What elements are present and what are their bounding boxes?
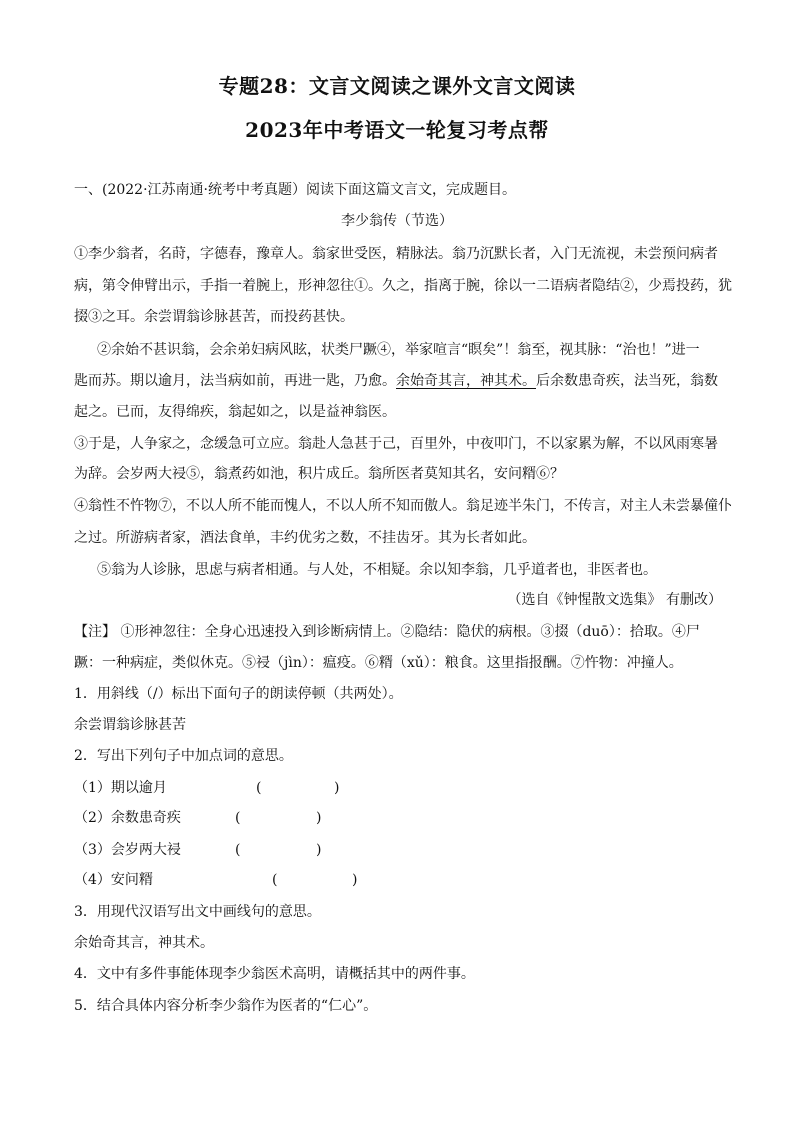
question-2-item-1: （1）期以逾月: [74, 780, 167, 796]
paragraph-3-line-2: 为辞。会岁两大祲⑤，翁煮药如池，积片成丘。翁所医者莫知其名，安问糈⑥？: [74, 466, 564, 482]
answer-close-paren: ): [352, 872, 358, 888]
question-2-item-4: （4）安问糈: [74, 872, 153, 888]
passage-title: 李少翁传（节选）: [341, 213, 453, 229]
paragraph-2-line-1: ②余始不甚识翁，会余弟妇病风眩，状类尸蹶④，举家喧言“瞑矣”！翁至，视其脉：“治也！”进一: [97, 342, 700, 358]
subtitle: 2023年中考语文一轮复习考点帮: [245, 118, 549, 142]
paragraph-1-line-1: ①李少翁者，名莳，字德春，豫章人。翁家世受医，精脉法。翁乃沉默长者，入门无流视，未尝预问病者: [74, 246, 718, 262]
main-title: 专题28：文言文阅读之课外文言文阅读: [218, 74, 576, 98]
answer-open-paren: (: [272, 872, 278, 888]
question-5: 5．结合具体内容分析李少翁作为医者的“仁心”。: [74, 998, 378, 1014]
question-4: 4．文中有多件事能体现李少翁医术高明，请概括其中的两件事。: [74, 966, 475, 982]
question-3-sentence: 余始奇其言，神其术。: [74, 935, 214, 951]
question-2-item-2: （2）余数患奇疾: [74, 810, 181, 826]
answer-close-paren: ): [316, 810, 322, 826]
underlined-sentence: 余始奇其言，神其术。: [396, 373, 536, 389]
notes-line-2: 蹶：一种病症，类似休克。⑤祲（jìn）：瘟疫。⑥糈（xǔ）：粮食。这里指报酬。⑦忤物：冲撞人。: [74, 655, 683, 671]
paragraph-1-line-2: 病，第令伸臂出示，手指一着腕上，形神忽往①。久之，指离于腕，徐以一二语病者隐结②，少焉投药，犹: [74, 278, 732, 294]
answer-open-paren: (: [235, 810, 241, 826]
answer-close-paren: ): [334, 780, 340, 796]
paragraph-1-line-3: 掇③之耳。余尝谓翁诊脉甚苦，而投药甚快。: [74, 309, 354, 325]
question-2-item-3: （3）会岁两大祲: [74, 842, 181, 858]
paragraph-5: ⑤翁为人诊脉，思虑与病者相通。与人处，不相疑。余以知李翁，几乎道者也，非医者也。: [97, 562, 657, 578]
paragraph-4-line-2: 之过。所游病者家，酒法食单，丰约优劣之数，不挂齿牙。其为长者如此。: [74, 530, 536, 546]
notes-line-1: 【注】 ①形神忽往：全身心迅速投入到诊断病情上。②隐结：隐伏的病根。③掇（duō）：拾取。④尸: [74, 624, 700, 640]
answer-open-paren: (: [256, 780, 262, 796]
source-citation: （选自《钟惺散文选集》 有删改）: [507, 592, 722, 608]
question-1: 1．用斜线（/）标出下面句子的朗读停顿（共两处）。: [74, 686, 403, 702]
paragraph-2-line-3: 起之。已而，友得绵疾，翁起如之，以是益神翁医。: [74, 404, 396, 420]
paragraph-4-line-1: ④翁性不忤物⑦，不以人所不能而愧人，不以人所不知而傲人。翁足迹半朱门，不传言，对主人未尝暴僮仆: [74, 498, 732, 514]
question-2: 2．写出下列句子中加点词的意思。: [74, 748, 293, 764]
paragraph-3-line-1: ③于是，人争家之，念缓急可立应。翁赴人急甚于己，百里外，中夜叩门，不以家累为解，不以风雨寒暑: [74, 436, 718, 452]
question-intro: 一、(2022·江苏南通·统考中考真题）阅读下面这篇文言文，完成题目。: [74, 182, 516, 198]
answer-close-paren: ): [316, 842, 322, 858]
paragraph-2-tail: 后余数患奇疾，法当死，翁数: [536, 373, 718, 389]
question-3: 3．用现代汉语写出文中画线句的意思。: [74, 904, 321, 920]
paragraph-2-text: 匙而苏。期以逾月，法当病如前，再进一匙，乃愈。: [74, 373, 396, 389]
question-1-sentence: 余尝谓翁诊脉甚苦: [74, 717, 186, 733]
paragraph-2-line-2: [74, 371, 722, 391]
answer-open-paren: (: [235, 842, 241, 858]
